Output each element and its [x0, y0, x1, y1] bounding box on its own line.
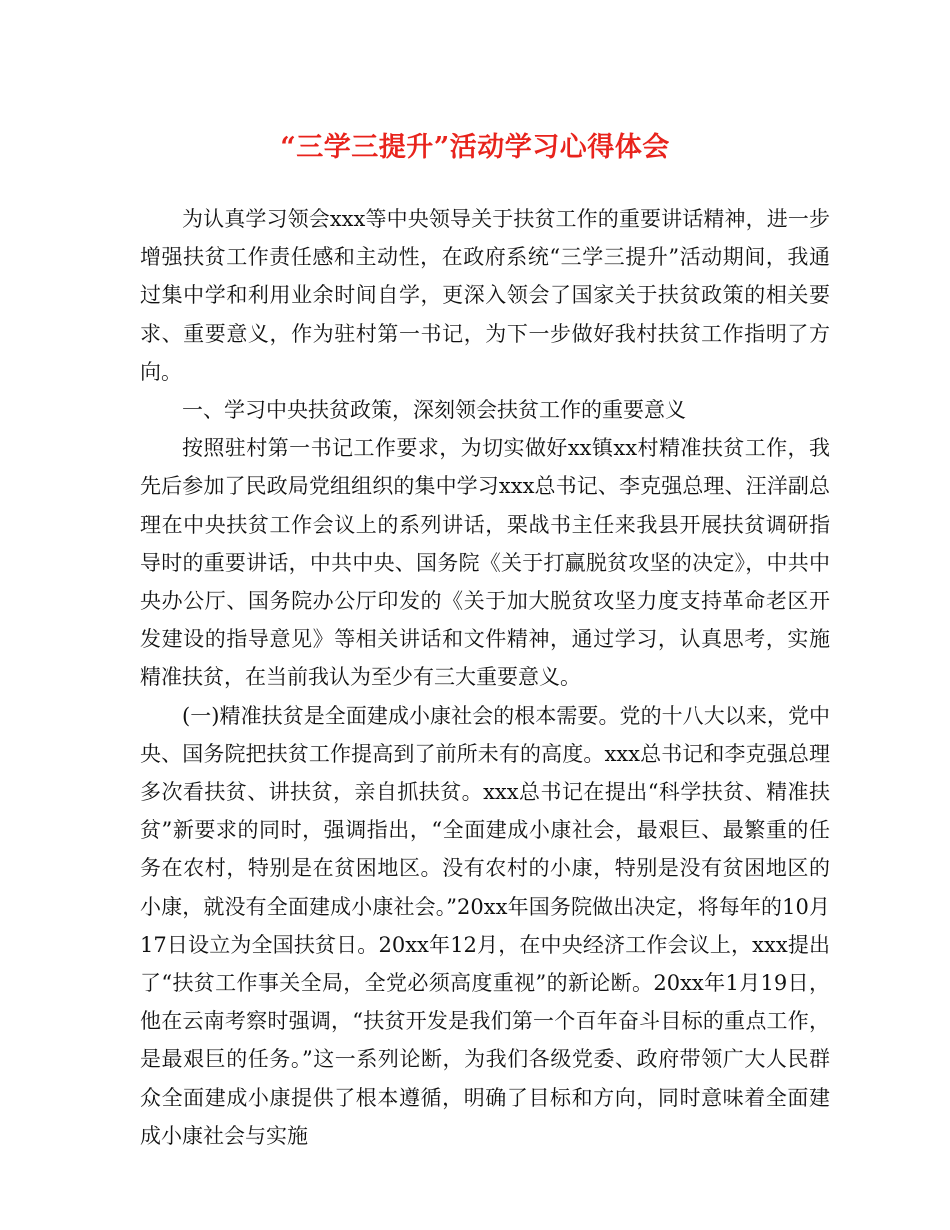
paragraph-intro: 为认真学习领会xxx等中央领导关于扶贫工作的重要讲话精神，进一步增强扶贫工作责任感和主动性，在政府系统“三学三提升”活动期间，我通过集中学和利用业余时间自学，更深入领会了国家关于扶贫政策的相关要求、重要意义，作为驻村第一书记，为下一步做好我村扶贫工作指明了方向。 — [140, 207, 830, 384]
paragraph-point-1: (一)精准扶贫是全面建成小康社会的根本需要。党的十八大以来，党中央、国务院把扶贫工作提高到了前所未有的高度。xxx总书记和李克强总理多次看扶贫、讲扶贫，亲自抓扶贫。xxx总书记在提出“科学扶贫、精准扶贫”新要求的同时，强调指出，“全面建成小康社会，最艰巨、最繁重的任务在农村，特别是在贫困地区。没有农村的小康，特别是没有贫困地区的小康，就没有全面建成小康社会。”20xx年国务院做出决定，将每年的10月17日设立为全国扶贫日。20xx年12月，在中央经济工作会议上，xxx提出了“扶贫工作事关全局，全党必须高度重视”的新论断。20xx年1月19日，他在云南考察时强调，“扶贫开发是我们第一个百年奋斗目标的重点工作，是最艰巨的任务。”这一系列论断，为我们各级党委、政府带领广大人民群众全面建成小康提供了根本遵循，明确了目标和方向，同时意味着全面建成小康社会与实施 — [140, 703, 830, 1148]
document-body — [140, 200, 830, 1155]
section-heading-1: 一、学习中央扶贫政策，深刻领会扶贫工作的重要意义 — [182, 398, 686, 423]
document-title: “三学三提升”活动学习心得体会 — [280, 132, 670, 163]
paragraph-study: 按照驻村第一书记工作要求，为切实做好xx镇xx村精准扶贫工作，我先后参加了民政局党组组织的集中学习xxx总书记、李克强总理、汪洋副总理在中央扶贫工作会议上的系列讲话，栗战书主任来我县开展扶贫调研指导时的重要讲话，中共中央、国务院《关于打赢脱贫攻坚的决定》，中共中央办公厅、国务院办公厅印发的《关于加大脱贫攻坚力度支持革命老区开发建设的指导意见》等相关讲话和文件精神，通过学习，认真思考，实施精准扶贫，在当前我认为至少有三大重要意义。 — [140, 436, 830, 690]
